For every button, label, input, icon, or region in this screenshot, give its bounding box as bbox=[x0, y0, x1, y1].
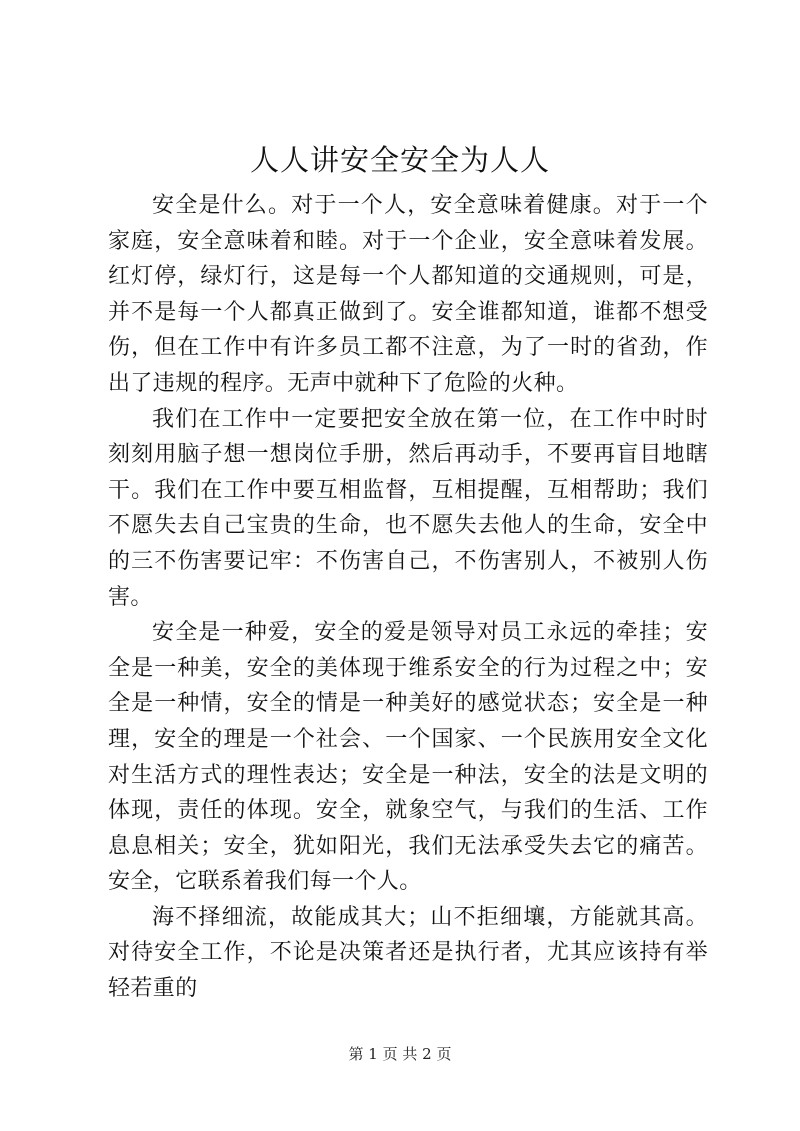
document-body bbox=[108, 188, 708, 1007]
document-title: 人人讲安全安全为人人 bbox=[249, 143, 550, 177]
paragraph-2: 我们在工作中一定要把安全放在第一位，在工作中时时刻刻用脑子想一想岗位手册，然后再动手，不要再盲目地瞎干。我们在工作中要互相监督，互相提醒，互相帮助；我们不愿失去自己宝贵的生命，也不愿失去他人的生命，安全中的三不伤害要记牢：不伤害自己，不伤害别人，不被别人伤害。 bbox=[108, 406, 708, 610]
page-number-footer: 第 1 页 共 2 页 bbox=[348, 1045, 452, 1063]
paragraph-3: 安全是一种爱，安全的爱是领导对员工永远的牵挂；安全是一种美，安全的美体现于维系安全的行为过程之中；安全是一种情，安全的情是一种美好的感觉状态；安全是一种理，安全的理是一个社会、一个国家、一个民族用安全文化对生活方式的理性表达；安全是一种法，安全的法是文明的体现，责任的体现。安全，就象空气，与我们的生活、工作息息相关；安全，犹如阳光，我们无法承受失去它的痛苦。安全，它联系着我们每一个人。 bbox=[108, 620, 708, 895]
paragraph-4: 海不择细流，故能成其大；山不拒细壤，方能就其高。对待安全工作，不论是决策者还是执行者，尤其应该持有举轻若重的 bbox=[108, 904, 708, 1002]
paragraph-1: 安全是什么。对于一个人，安全意味着健康。对于一个家庭，安全意味着和睦。对于一个企业，安全意味着发展。红灯停，绿灯行，这是每一个人都知道的交通规则，可是，并不是每一个人都真正做到了。安全谁都知道，谁都不想受伤，但在工作中有许多员工都不注意，为了一时的省劲，作出了违规的程序。无声中就种下了危险的火种。 bbox=[108, 193, 708, 396]
